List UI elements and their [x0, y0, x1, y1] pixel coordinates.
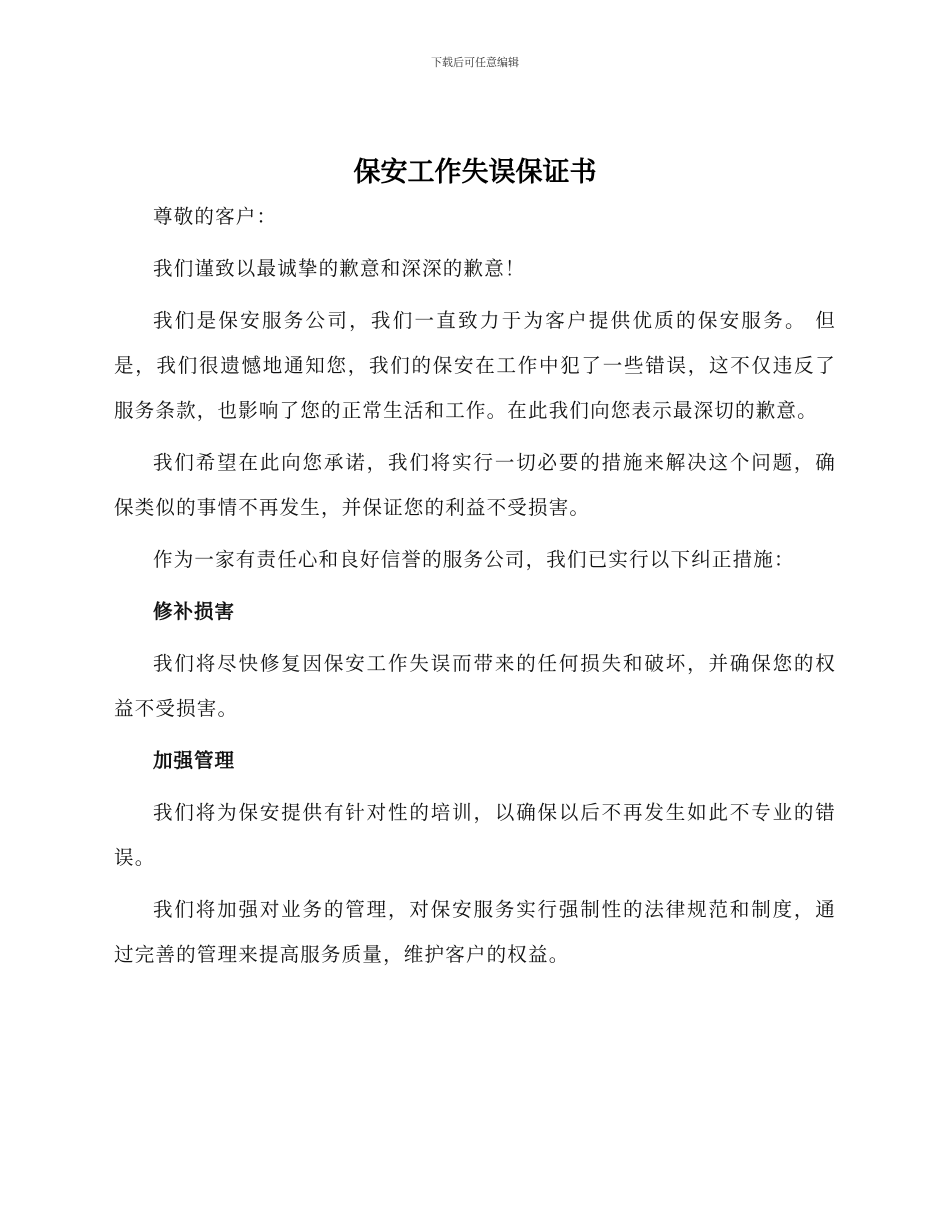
document-title: 保安工作失误保证书 — [353, 157, 597, 188]
section-heading-management: 加强管理 — [153, 749, 236, 772]
header-note: 下载后可任意编辑 — [431, 56, 519, 69]
paragraph-3: 作为一家有责任心和良好信誉的服务公司，我们已实行以下纠正措施： — [153, 548, 795, 571]
section-heading-repair: 修补损害 — [153, 600, 236, 623]
salutation: 尊敬的客户： — [153, 205, 278, 228]
paragraph-1: 我们是保安服务公司，我们一直致力于为客户提供优质的保安服务。 但是，我们很遗憾地通知您，我们的保安在工作中犯了一些错误，这不仅违反了服务条款，也影响了您的正常生活和工作。在此我们向您表示最深切的歉意。 — [114, 309, 836, 422]
opening-paragraph: 我们谨致以最诚挚的歉意和深深的歉意！ — [153, 257, 526, 280]
document-body — [114, 190, 836, 984]
section-management-text-1: 我们将为保安提供有针对性的培训，以确保以后不再发生如此不专业的错误。 — [114, 801, 836, 869]
section-management-text-2: 我们将加强对业务的管理，对保安服务实行强制性的法律规范和制度，通过完善的管理来提高服务质量，维护客户的权益。 — [114, 898, 836, 966]
paragraph-2: 我们希望在此向您承诺，我们将实行一切必要的措施来解决这个问题，确保类似的事情不再发生，并保证您的利益不受损害。 — [114, 451, 836, 519]
section-repair-text: 我们将尽快修复因保安工作失误而带来的任何损失和破坏，并确保您的权益不受损害。 — [114, 652, 836, 720]
